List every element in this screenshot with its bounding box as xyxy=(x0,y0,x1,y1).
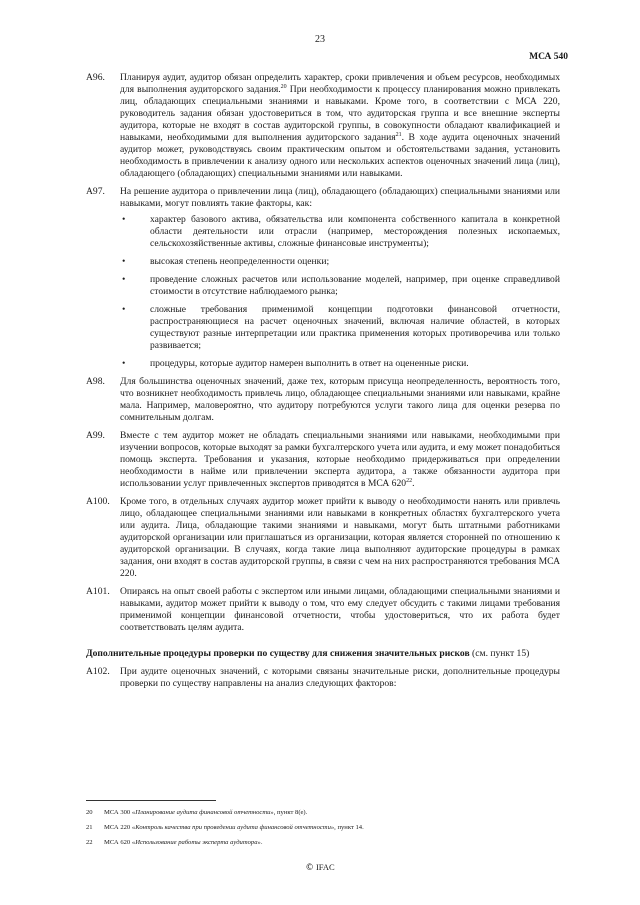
footnote-number: 22 xyxy=(86,839,93,846)
paragraph-number: А102. xyxy=(86,666,110,677)
paragraph-text xyxy=(120,430,560,490)
footnote-divider xyxy=(86,800,216,801)
footnote-title: Использование работы эксперта аудитора xyxy=(135,839,258,846)
page-number: 23 xyxy=(315,34,325,45)
list-item xyxy=(120,304,560,352)
section-heading xyxy=(0,648,560,660)
paragraph-text xyxy=(120,72,560,180)
paragraph-text: При аудите оценочных значений, с которыми связаны значительные риски, дополнительные процедуры проверки по существу направлены на анализ следующих факторов: xyxy=(120,666,560,689)
footnote-text xyxy=(104,823,364,832)
footnote-suffix: ». xyxy=(257,839,263,846)
list-item-text: характер базового актива, обязательства или компонента собственного капитала в конкретной области деятельности или отрасли (например, месторождения полезных ископаемых, сельскохозяйственные активы, сложные финансовые инструменты); xyxy=(150,214,560,249)
footnote xyxy=(86,808,560,817)
paragraph-a97 xyxy=(86,186,560,210)
footnote-ref[interactable]: 22 xyxy=(406,477,413,484)
paragraph-number: А98. xyxy=(86,376,105,387)
text-segment: Планируя аудит, аудитор обязан определить характер, сроки привлечения и объем ресурсов, необходимых для выполнения аудиторского задания. xyxy=(120,72,560,95)
paragraph-number: А97. xyxy=(86,186,105,197)
footnote-ref[interactable]: 21 xyxy=(395,131,402,138)
paragraph-text: Для большинства оценочных значений, даже тех, которым присуща неопределенность, вероятность того, что возникнет необходимость привлечь лицо, обладающее специальными знаниями или навыками, крайне мала. Например, маловероятно, что аудитору потребуются услуги такого лица для оценки резерва по сомнительным долгам. xyxy=(120,376,560,423)
standard-reference: МСА 540 xyxy=(529,52,568,62)
copyright-icon: © xyxy=(305,863,314,873)
footnote-title: Контроль качества при проведении аудита финансовой отчетности xyxy=(135,824,331,831)
paragraph-number: А99. xyxy=(86,430,105,441)
list-item-text: процедуры, которые аудитор намерен выполнить в ответ на оцененные риски. xyxy=(150,358,469,369)
footnote xyxy=(86,823,560,832)
copyright-footer xyxy=(0,862,640,873)
list-item-text: сложные требования применимой концепции подготовки финансовой отчетности, распространяющиеся на расчет оценочных значений, включая наличие областей, в которых существуют разные интерпретации или практика применения которых противоречива или только развивается; xyxy=(150,304,560,351)
list-item xyxy=(120,256,560,268)
text-segment: . xyxy=(412,478,415,489)
paragraph-text: Опираясь на опыт своей работы с экспертом или иными лицами, обладающими специальными знаниями и навыками, аудитор может прийти к выводу о том, что ему следует обсудить с такими лицами требования применимой концепции финансовой отчетности, чтобы удостовериться, что их работа будет соответствовать целям аудита. xyxy=(120,586,560,633)
list-item xyxy=(120,358,560,370)
paragraph-number: А101. xyxy=(86,586,110,597)
paragraph-a102 xyxy=(86,666,560,690)
text-segment: При необходимости к процессу планирования можно привлекать лиц, обладающих специальными знаниями и навыками. Кроме того, в соответствии с МСА 220, руководитель задания обязан удостовериться в том, что аудиторская группа и все внешние эксперты аудитора, которые не входят в состав аудиторской группы, в совокупности обладают квалификацией и навыками, необходимыми для выполнения аудиторского задания xyxy=(120,84,561,143)
bullet-icon: • xyxy=(122,256,126,267)
document-body xyxy=(86,72,560,696)
text-segment: . В ходе аудита оценочных значений аудитор может, руководствуясь своим практическим опытом и обстоятельствами задания, установить необходимость в привлечении к анализу одного или нескольких аспектов оценочных значений лица (лиц), обладающего (обладающих) специальными знаниями или навыками. xyxy=(120,132,560,179)
footnotes xyxy=(86,808,560,853)
footnote-number: 20 xyxy=(86,809,93,816)
paragraph-number: А96. xyxy=(86,72,105,83)
footnote-title: Планирование аудита финансовой отчетности xyxy=(135,809,271,816)
footer-text: IFAC xyxy=(313,862,335,872)
paragraph-a98 xyxy=(86,376,560,424)
text-segment: Вместе с тем аудитор может не обладать специальными знаниями или навыками, необходимыми при изучении вопросов, которые выходят за рамки бухгалтерского учета или аудита, и ему может понадобиться помощь эксперта. Требования и указания, которые необходимо придерживаться при определении необходимости в найме или привлечении эксперта аудитора, а также обязанности аудитора при использовании услуг привлеченных экспертов приводятся в МСА 620 xyxy=(120,430,560,489)
bullet-icon: • xyxy=(122,274,126,285)
list-item-text: высокая степень неопределенности оценки; xyxy=(150,256,330,267)
footnote-prefix: МСА 620 « xyxy=(104,839,136,846)
bullet-icon: • xyxy=(122,358,126,369)
paragraph-text: На решение аудитора о привлечении лица (лиц), обладающего (обладающих) специальными знаниями или навыками, могут повлиять такие факторы, как: xyxy=(120,186,560,209)
paragraph-a101 xyxy=(86,586,560,634)
footnote-prefix: МСА 300 « xyxy=(104,809,136,816)
footnote-text xyxy=(104,808,307,817)
footnote-text xyxy=(104,838,262,847)
footnote-suffix: », пункт 14. xyxy=(330,824,364,831)
paragraph-number: А100. xyxy=(86,496,110,507)
footnote-prefix: МСА 220 « xyxy=(104,824,136,831)
bullet-icon: • xyxy=(122,304,126,315)
footnote-ref[interactable]: 20 xyxy=(280,83,287,90)
footnote-suffix: », пункт 8(е). xyxy=(270,809,308,816)
footnote xyxy=(86,838,560,847)
factor-list xyxy=(120,214,560,370)
paragraph-a100 xyxy=(86,496,560,580)
list-item-text: проведение сложных расчетов или использование моделей, например, при оценке справедливой стоимости в отсутствие наблюдаемого рынка; xyxy=(150,274,560,297)
paragraph-text: Кроме того, в отдельных случаях аудитор может прийти к выводу о необходимости нанять или привлечь лицо, обладающее специальными знаниями или навыками в конкретных областях бухгалтерского учета или аудита. Лица, обладающие такими знаниями и навыками, могут быть штатными работниками аудиторской организации или приглашаться из организации, которая является сторонней по отношению к аудиторской организации. В случаях, когда такие лица выполняют аудиторские процедуры в рамках задания, они входят в состав аудиторской группы, в связи с чем на них распространяются требования МСА 220. xyxy=(120,496,560,579)
footnote-number: 21 xyxy=(86,824,93,831)
bullet-icon: • xyxy=(122,214,126,225)
list-item xyxy=(120,274,560,298)
paragraph-a99 xyxy=(86,430,560,490)
section-heading-ref: (см. пункт 15) xyxy=(469,648,530,659)
list-item xyxy=(120,214,560,250)
section-heading-text: Дополнительные процедуры проверки по существу для снижения значительных рисков xyxy=(86,648,470,659)
paragraph-a96 xyxy=(86,72,560,180)
